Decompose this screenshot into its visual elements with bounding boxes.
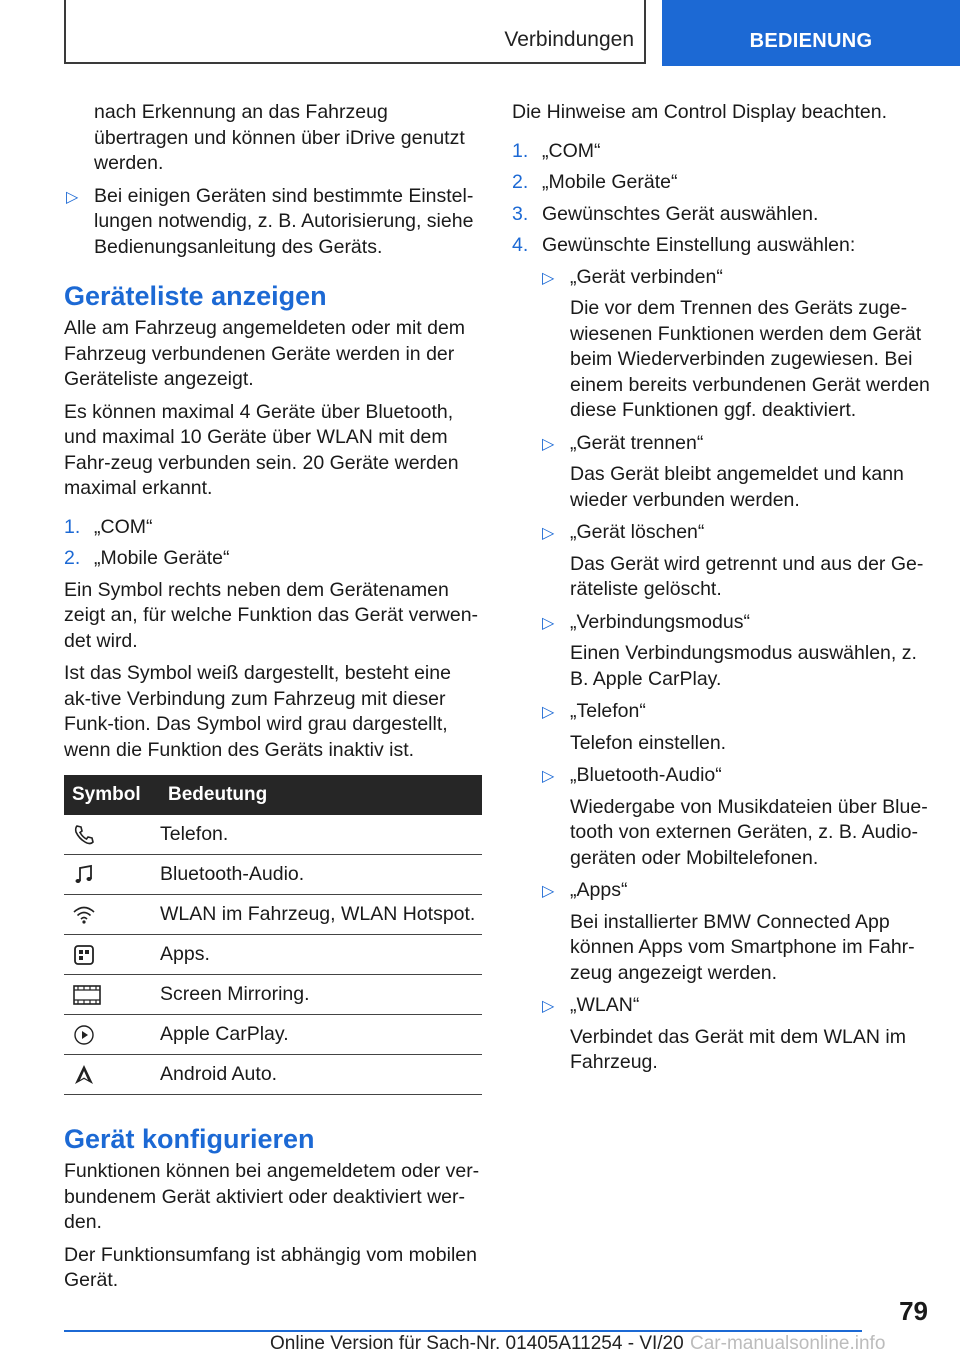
paragraph: Ist das Symbol weiß dargestellt, besteht eine ak-tive Verbindung zum Fahrzeug mit dieser Funk-tion. Das Symbol wird grau dargestellt, wenn die Funktion des Geräts inaktiv ist. (64, 662, 451, 761)
section-title: Verbindungen (504, 28, 634, 51)
left-column (64, 100, 482, 1301)
option-title: „Bluetooth-Audio“ (570, 764, 722, 786)
phone-icon (72, 823, 96, 847)
table-cell-meaning: Telefon. (160, 815, 482, 855)
step-number: 1. (512, 139, 529, 162)
option-description: Die vor dem Trennen des Geräts zuge-wiesenen Funktionen werden dem Gerät beim Wiederverbinden zugewiesen. Bei einem bereits verbundenen Gerät werden diese Funktionen ggf. deaktiviert. (570, 297, 930, 421)
option-title: „Gerät verbinden“ (570, 265, 723, 288)
table-cell-meaning: Screen Mirroring. (160, 975, 482, 1015)
option-description: Das Gerät wird getrennt und aus der Ge-räteliste gelöscht. (570, 552, 924, 600)
bullet-text: Bei einigen Geräten sind bestimmte Einstel-lungen notwendig, z. B. Autorisierung, siehe Bedienungsanleitung des Geräts. (94, 184, 474, 258)
carplay-icon (72, 1023, 96, 1047)
option-item (512, 699, 932, 756)
footer-text: Online Version für Sach-Nr. 01405A11254 - VI/20 (270, 1333, 684, 1354)
step-text: Gewünschte Einstellung auswählen: (542, 234, 856, 256)
chapter-tab[interactable] (662, 0, 960, 66)
option-title: „Gerät trennen“ (570, 431, 704, 454)
option-title: „WLAN“ (570, 994, 640, 1016)
table-cell-meaning: WLAN im Fahrzeug, WLAN Hotspot. (160, 895, 482, 935)
screen-mirroring-icon (72, 983, 102, 1007)
table-cell-meaning: Android Auto. (160, 1055, 482, 1095)
step-number: 1. (64, 515, 81, 538)
numbered-step (64, 546, 482, 572)
triangle-bullet-icon: ▷ (542, 525, 555, 542)
paragraph: Es können maximal 4 Geräte über Bluetooth, und maximal 10 Geräte über WLAN mit dem Fahr-zeug verbunden sein. 20 Geräte werden maximal erkannt. (64, 400, 459, 499)
intro-text: Die Hinweise am Control Display beachten. (512, 101, 888, 123)
option-title: „Gerät löschen“ (570, 521, 705, 543)
android-auto-icon (72, 1063, 96, 1087)
numbered-step (64, 515, 482, 541)
triangle-bullet-icon: ▷ (542, 768, 555, 785)
table-row (64, 935, 482, 975)
option-description: Telefon einstellen. (570, 731, 727, 754)
footer-watermark: Car-manualsonline.info (690, 1333, 886, 1354)
paragraph: Alle am Fahrzeug angemeldeten oder mit dem Fahrzeug verbundenen Geräte werden in der Geräteliste angezeigt. (64, 317, 466, 390)
triangle-bullet-icon: ▷ (542, 435, 555, 453)
option-description: Das Gerät bleibt angemeldet und kann wieder verbunden werden. (570, 463, 904, 511)
triangle-bullet-icon: ▷ (542, 998, 555, 1015)
option-description: Verbindet das Gerät mit dem WLAN im Fahrzeug. (570, 1025, 906, 1073)
step-number: 4. (512, 234, 529, 256)
triangle-bullet-icon: ▷ (542, 883, 555, 900)
option-item (512, 763, 932, 871)
table-row (64, 855, 482, 895)
option-item (512, 610, 932, 693)
option-item (512, 878, 932, 986)
paragraph: Funktionen können bei angemeldetem oder ver-bundenem Gerät aktiviert oder deaktiviert wer-den. (64, 1160, 480, 1233)
step-number: 3. (512, 202, 529, 225)
table-row (64, 1055, 482, 1095)
chapter-label: BEDIENUNG (749, 29, 873, 52)
numbered-step (512, 170, 932, 196)
triangle-bullet-icon: ▷ (542, 269, 555, 287)
table-header-meaning: Bedeutung (160, 775, 482, 815)
table-row (64, 975, 482, 1015)
step-text: „COM“ (542, 139, 601, 162)
step-text: „Mobile Geräte“ (542, 171, 678, 193)
paragraph: Der Funktionsumfang ist abhängig vom mobilen Gerät. (64, 1243, 477, 1291)
step-text: Gewünschtes Gerät auswählen. (542, 202, 819, 225)
numbered-step (512, 202, 932, 228)
option-description: Einen Verbindungsmodus auswählen, z. B. Apple CarPlay. (570, 642, 917, 690)
continued-text: nach Erkennung an das Fahrzeug übertragen und können über iDrive genutzt werden. (94, 101, 465, 174)
option-item (512, 265, 932, 424)
table-cell-meaning: Bluetooth-Audio. (160, 855, 482, 895)
numbered-step (512, 139, 932, 165)
step-text: „Mobile Geräte“ (94, 547, 230, 569)
option-item (512, 520, 932, 603)
table-row (64, 815, 482, 855)
option-description: Wiedergabe von Musikdateien über Blue-tooth von externen Geräten, z. B. Audio-geräten oder Mobiltelefonen. (570, 795, 928, 869)
bullet-item (64, 184, 482, 261)
option-item (512, 993, 932, 1076)
triangle-bullet-icon: ▷ (542, 614, 555, 632)
paragraph: Ein Symbol rechts neben dem Gerätenamen zeigt an, für welche Funktion das Gerät verwen-det wird. (64, 578, 479, 652)
table-row (64, 895, 482, 935)
table-header-row (64, 775, 482, 815)
wifi-icon (72, 903, 96, 927)
page-header (0, 0, 960, 66)
symbol-table (64, 775, 482, 1095)
triangle-bullet-icon: ▷ (66, 188, 79, 206)
step-text: „COM“ (94, 515, 153, 538)
triangle-bullet-icon: ▷ (542, 704, 555, 721)
option-title: „Telefon“ (570, 700, 646, 722)
option-item (512, 431, 932, 514)
right-column (512, 100, 932, 1083)
step-number: 2. (512, 171, 529, 193)
numbered-step (512, 233, 932, 259)
table-cell-meaning: Apple CarPlay. (160, 1015, 482, 1055)
table-row (64, 1015, 482, 1055)
option-title: „Verbindungsmodus“ (570, 610, 750, 633)
apps-icon (72, 943, 96, 967)
page-number: 79 (899, 1296, 928, 1326)
table-header-symbol: Symbol (64, 775, 160, 815)
table-cell-meaning: Apps. (160, 935, 482, 975)
option-description: Bei installierter BMW Connected App können Apps vom Smartphone im Fahr-zeug angezeigt werden. (570, 910, 915, 984)
heading-configure-device: Gerät konfigurieren (64, 1124, 315, 1154)
footer-divider (64, 1330, 862, 1332)
step-number: 2. (64, 547, 81, 569)
heading-device-list: Geräteliste anzeigen (64, 281, 327, 311)
music-note-icon (72, 863, 96, 887)
option-title: „Apps“ (570, 879, 628, 901)
